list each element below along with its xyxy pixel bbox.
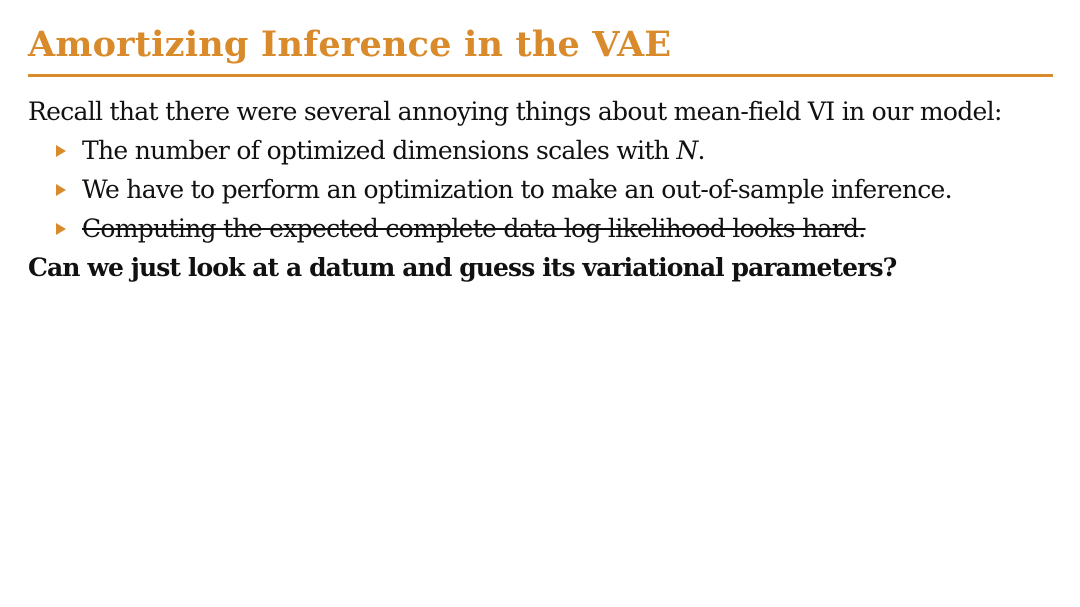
triangle-right-icon (56, 145, 66, 157)
bullet-item (28, 209, 1068, 248)
bold-question: Can we just look at a datum and guess its variational parameters? (28, 253, 897, 282)
bullet-text-after: . (697, 136, 705, 165)
intro-text: Recall that there were several annoying things about mean-field VI in our model: (28, 97, 1002, 126)
title-underline (28, 74, 1053, 77)
triangle-right-icon (56, 184, 66, 196)
struck-bullet-text: Computing the expected complete data log likelihood looks hard. (82, 214, 866, 243)
bullet-text-before: The number of optimized dimensions scales with (82, 136, 677, 165)
slide-body (28, 92, 1068, 287)
bullet-text: We have to perform an optimization to make an out-of-sample inference. (82, 175, 952, 204)
bullet-item (28, 170, 1068, 209)
slide-title: Amortizing Inference in the VAE (28, 24, 672, 65)
bullet-list (28, 131, 1068, 248)
bullet-item (28, 131, 1068, 170)
math-variable: N (676, 136, 698, 165)
triangle-right-icon (56, 223, 66, 235)
